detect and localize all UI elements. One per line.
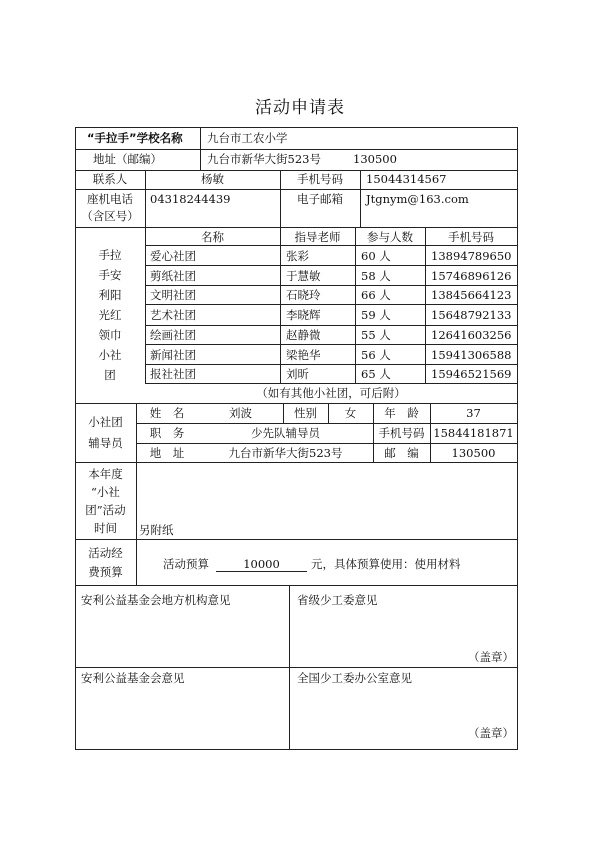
counselor-mobile: 15844181871 [433, 426, 514, 440]
clubs-header-name: 名称 [201, 230, 224, 244]
national-stamp: （盖章） [468, 726, 514, 740]
landline-label: 座机电话 [87, 192, 133, 206]
counselor-addr-label: 地 址 [149, 446, 185, 460]
address-value: 九台市新华大街523号 [207, 152, 321, 166]
local-opinion-label: 安利公益基金会地方机构意见 [81, 593, 231, 607]
counselor-mobile-label: 手机号码 [378, 426, 425, 440]
counselor-duty-label: 职 务 [149, 426, 185, 440]
page-title: 活动申请表 [255, 98, 345, 118]
counselor-name-label: 姓 名 [149, 406, 185, 420]
clubs-header-count: 参与人数 [367, 230, 413, 244]
counselor-addr: 九台市新华大街523号 [228, 446, 343, 460]
address-postcode: 130500 [353, 152, 397, 166]
clubs-note: （如有其他小社团，可后附） [256, 386, 406, 400]
province-opinion-label: 省级少工委意见 [297, 593, 378, 607]
contact-value: 杨敏 [201, 172, 224, 186]
school-name-value: 九台市工农小学 [207, 131, 288, 145]
budget-suffix: 元，具体预算使用：使用材料 [311, 557, 461, 571]
budget-amount: 10000 [216, 557, 307, 572]
plan-side-label: 本年度 “小社 团”活动 时间 [85, 467, 126, 535]
counselor-age-label: 年 龄 [384, 406, 419, 420]
province-stamp: （盖章） [468, 650, 514, 664]
budget-prefix: 活动预算 [163, 557, 209, 571]
landline-value: 04318244439 [150, 192, 231, 206]
clubs-header-teacher: 指导老师 [294, 230, 341, 244]
counselor-gender: 女 [344, 406, 357, 420]
counselor-duty: 少先队辅导员 [251, 426, 320, 440]
contact-mobile: 15044314567 [366, 172, 447, 186]
counselor-age: 37 [466, 406, 481, 420]
email-value: Jtgnym@163.com [366, 192, 469, 206]
counselor-side-label: 小社团 辅导员 [88, 415, 123, 450]
contact-mobile-label: 手机号码 [297, 172, 343, 186]
counselor-name: 刘波 [229, 406, 252, 420]
landline-label-area: （含区号） [81, 209, 139, 223]
counselor-gender-label: 性别 [294, 406, 317, 420]
budget-side-label: 活动经 费预算 [88, 546, 123, 579]
foundation-opinion-label: 安利公益基金会意见 [81, 671, 185, 685]
counselor-post-label: 邮 编 [384, 446, 419, 460]
address-label: 地址（邮编） [93, 152, 162, 166]
email-label: 电子邮箱 [297, 192, 343, 206]
application-form: “手拉手”学校名称 九台市工农小学 地址（邮编） 九台市新华大街523号 130500 联系人 杨敏 手机号码 15044314567 座机电话 （含区号） 04318244439 电子邮箱 Jtgnym@163.com 手拉 手安 利阳 光红 领巾 小社 团 名称 指导老师 参与人数 手机号码 爱心社团 张彩 60 人 13894789650 剪纸社团 于慧敏 58 人 15746896126 文明社团 石晓玲 66 人 13845664123 艺术社团 李晓辉 59 人 15648792133 绘画社团 赵静微 55 人 12641603256 新闻社团 梁艳华 56 人 15941306588 报社社团 刘昕 65 人 15946521569 （如有其他小社团，可后附） 小社团 辅导员 姓 名 刘波 性别 女 年 龄 37 职 务 少先队辅导员 手机号码 15844181871 地 址 九台市新华大街523号 邮 编 130500 本年度 “小社 团”活动 时间 另附纸 活动经 费预算 活动预算 10000 元，具体预算使用：使用材料 安利公益基金会地方机构意见 省级少工委意见 （盖章） 安利公益基金会意见 全国少工委办公室意见 （盖章） [75, 127, 518, 750]
school-name-label: “手拉手”学校名称 [87, 131, 183, 145]
plan-value: 另附纸 [139, 523, 174, 537]
clubs-header-phone: 手机号码 [448, 230, 494, 244]
counselor-post: 130500 [451, 446, 496, 460]
contact-label: 联系人 [92, 172, 128, 186]
national-opinion-label: 全国少工委办公室意见 [297, 671, 412, 685]
clubs-side-label: 手拉 手安 利阳 光红 领巾 小社 团 [98, 248, 122, 382]
